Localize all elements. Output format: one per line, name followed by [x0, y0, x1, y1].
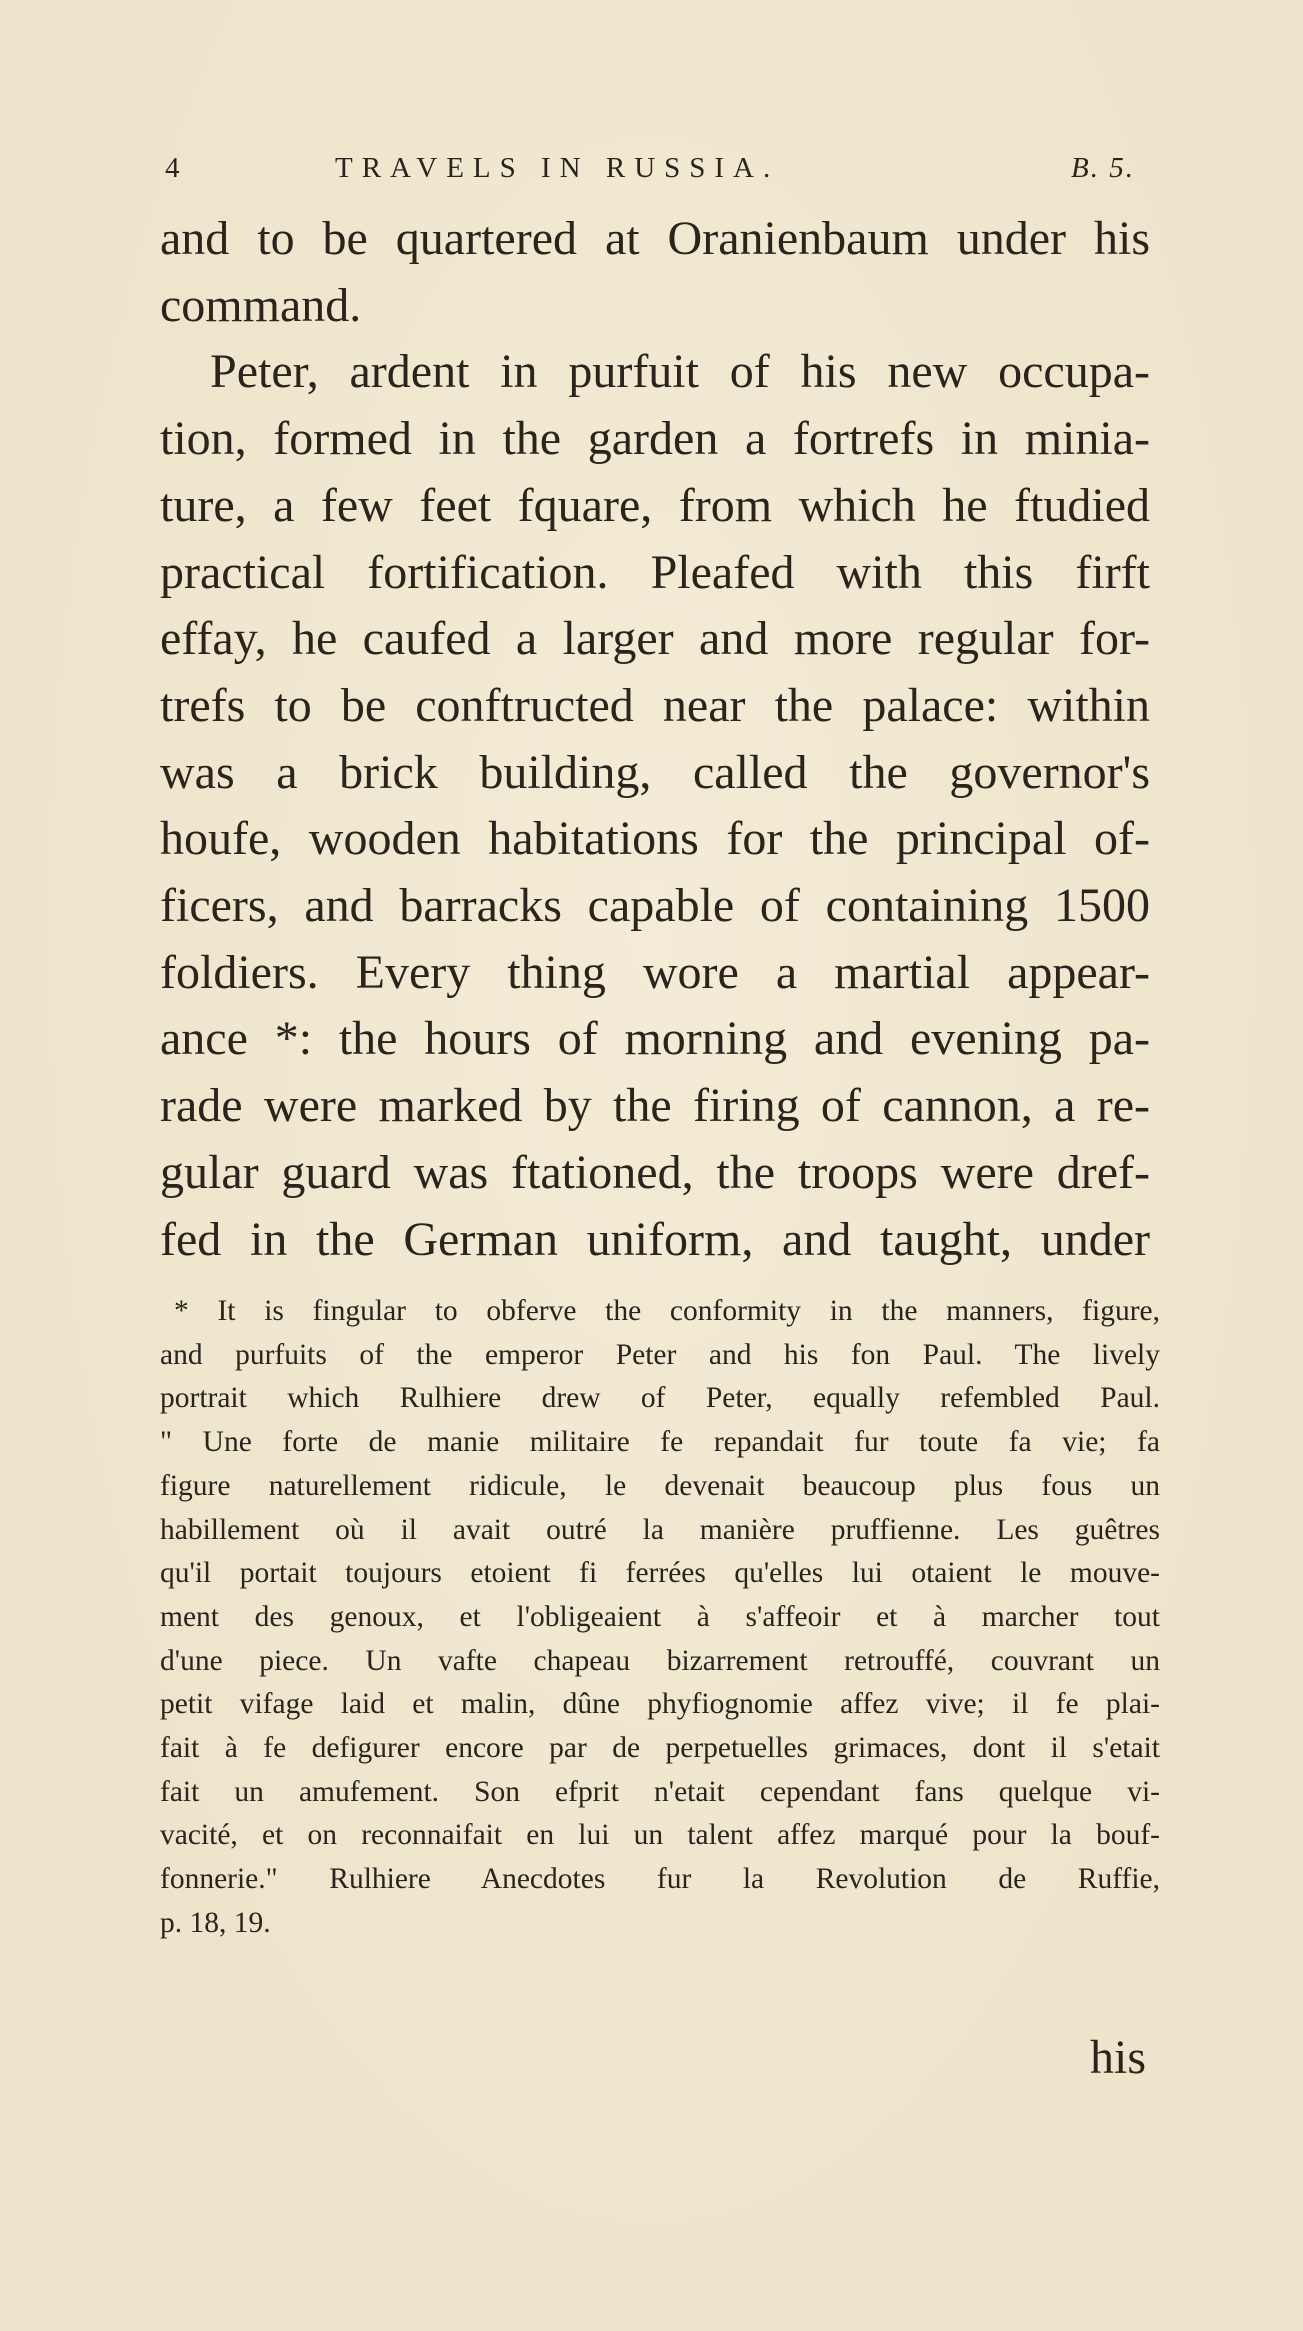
running-title: TRAVELS IN RUSSIA.: [335, 152, 780, 184]
body-line: gular guard was ftationed, the troops were dref-: [160, 1145, 1150, 1199]
footnote-line: and purfuits of the emperor Peter and his fon Paul. The lively: [160, 1338, 1160, 1371]
body-line: tion, formed in the garden a fortrefs in minia-: [160, 412, 1150, 466]
footnote-line: d'une piece. Un vafte chapeau bizarrement retrouffé, couvrant un: [160, 1644, 1160, 1677]
body-line: ture, a few feet fquare, from which he ftudied: [160, 478, 1150, 532]
footnote-line: ment des genoux, et l'obligeaient à s'affeoir et à marcher tout: [160, 1600, 1160, 1633]
footnote: [160, 1290, 1160, 1946]
footnote-line: " Une forte de manie militaire fe repandait fur toute fa vie; fa: [160, 1426, 1160, 1459]
running-head: [165, 152, 1135, 192]
footnote-line: petit vifage laid et malin, dûne phyfiognomie affez vive; il fe plai-: [160, 1688, 1160, 1721]
body-line: ance *: the hours of morning and evening pa-: [160, 1012, 1150, 1066]
body-line: ficers, and barracks capable of containing 1500: [160, 879, 1150, 933]
footnote-line: p. 18, 19.: [160, 1906, 271, 1939]
body-line: Peter, ardent in purfuit of his new occupa-: [210, 345, 1150, 399]
body-line: houfe, wooden habitations for the principal of-: [160, 812, 1150, 866]
body-line: trefs to be conftructed near the palace: within: [160, 678, 1150, 732]
footnote-line: qu'il portait toujours etoient fi ferrées qu'elles lui otaient le mouve-: [160, 1557, 1160, 1590]
footnote-line: fonnerie." Rulhiere Anecdotes fur la Revolution de Ruffie,: [160, 1863, 1160, 1896]
footnote-line: portrait which Rulhiere drew of Peter, equally refembled Paul.: [160, 1382, 1160, 1415]
footnote-line: figure naturellement ridicule, le devenait beaucoup plus fous un: [160, 1469, 1160, 1502]
body-line: foldiers. Every thing wore a martial appear-: [160, 945, 1150, 999]
footnote-line: * It is fingular to obferve the conformity in the manners, figure,: [174, 1295, 1160, 1327]
footnote-line: habillement où il avait outré la manière pruffienne. Les guêtres: [160, 1513, 1160, 1546]
footnote-line: fait à fe defigurer encore par de perpetuelles grimaces, dont il s'etait: [160, 1732, 1160, 1765]
book-number: B. 5.: [1071, 152, 1135, 184]
body-line: fed in the German uniform, and taught, under: [160, 1212, 1150, 1266]
catchword: his: [1090, 2031, 1147, 2084]
body-line: effay, he caufed a larger and more regular for-: [160, 612, 1150, 666]
body-line: rade were marked by the firing of cannon, a re-: [160, 1079, 1150, 1133]
body-line: practical fortification. Pleafed with this firft: [160, 545, 1150, 599]
body-line: and to be quartered at Oranienbaum under his: [160, 212, 1150, 265]
footnote-line: fait un amufement. Son efprit n'etait cependant fans quelque vi-: [160, 1775, 1160, 1808]
footnote-line: vacité, et on reconnaifait en lui un talent affez marqué pour la bouf-: [160, 1819, 1160, 1852]
page-number: 4: [165, 152, 180, 184]
body-text: [160, 206, 1150, 1273]
body-line: command.: [160, 278, 362, 332]
body-line: was a brick building, called the governor's: [160, 745, 1150, 799]
